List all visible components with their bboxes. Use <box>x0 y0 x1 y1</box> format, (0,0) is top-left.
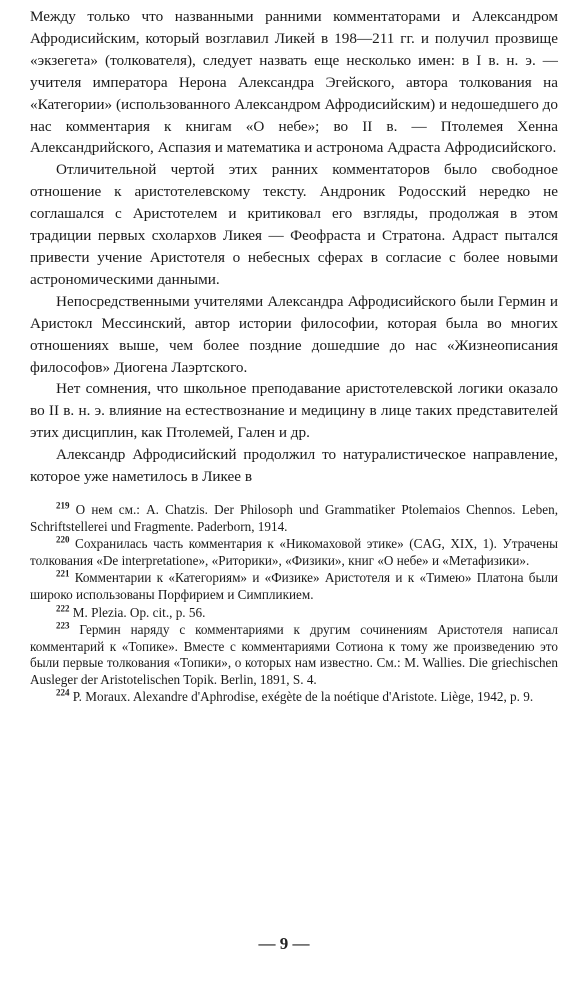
paragraph-3-text: Непосредственными учителями Александра Афродисийского были Гермин и Аристокл Мессинский, автор истории философии, которая была во многих отношениях выше, чем более поздние дошедшие до нас «Жизнеописания философов» Диогена Лаэртского. <box>30 292 558 376</box>
footnote-text: P. Moraux. Alexandre d'Aphrodise, exégète de la noétique d'Aristote. Liège, 1942, p. 9. <box>72 689 534 705</box>
paragraph-5 <box>30 444 558 488</box>
footnote-number: 220 <box>56 534 70 545</box>
page-body <box>30 6 558 707</box>
paragraph-5-text: Александр Афродисийский продолжил то натуралистическое направление, которое уже наметилось в Ликее в <box>30 446 558 486</box>
footnote-text: Гермин наряду с комментариями к другим сочинениям Аристотеля написал комментарий к «Топике». Вместе с комментариями Сотиона к тому же произведению это были первые толкования «Топики», о которых нам известно. См.: M. Wallies. Die griechischen Ausleger der Aristotelischen Topik. Berlin, 1891, S. 4. <box>30 622 558 687</box>
paragraph-4 <box>30 378 558 444</box>
footnote-224 <box>30 689 558 706</box>
paragraph-4-text: Нет сомнения, что школьное преподавание аристотелевской логики оказало во II в. н. э. влияние на естествознание и медицину в лице таких представителей этих дисциплин, как Птолемей, Гален и др. <box>30 380 558 442</box>
footnote-text: M. Plezia. Op. cit., p. 56. <box>72 604 206 620</box>
footnote-text: О нем см.: A. Chatzis. Der Philosoph und Grammatiker Ptolemaios Chennos. Leben, Schriftstellerei und Fragmente. Paderborn, 1914. <box>30 501 558 534</box>
footnote-221 <box>30 570 558 603</box>
footnote-number: 224 <box>56 688 70 699</box>
footnote-219 <box>30 502 558 535</box>
footnote-text: Комментарии к «Категориям» и «Физике» Аристотеля и к «Тимею» Платона были широко использованы Порфирием и Симпликием. <box>30 570 558 602</box>
paragraph-3 <box>30 291 558 379</box>
footnote-222 <box>30 605 558 622</box>
footnote-number: 221 <box>56 568 70 579</box>
paragraph-2 <box>30 159 558 290</box>
paragraph-2-text: Отличительной чертой этих ранних комментаторов было свободное отношение к аристотелевскому тексту. Андроник Родосский нередко не соглашался с Аристотелем и критиковал его взгляды, продолжая в этом традиции первых схолархов Ликея — Феофраста и Стратона. Адраст пытался привести учение Аристотеля о небесных сферах в согласие с более новыми астрономическими данными. <box>30 161 558 288</box>
footnote-number: 219 <box>56 500 70 511</box>
paragraph-1-text: Между только что названными ранними комментаторами и Александром Афродисийским, который возглавил Ликей в 198—211 гг. и получил прозвище «экзегета» (толкователя), следует назвать еще несколько имен: в I в. н. э. — учителя императора Нерона Александра Эгейского, автора толкования на «Категории» (использованного Александром Афродисийским) и недошедшего до нас комментария к книгам «О небе»; во II в. — Птолемея Хенна Александрийского, Аспазия и математика и астронома Адраста Афродисийского. <box>30 8 558 157</box>
paragraph-1 <box>30 6 558 159</box>
footnote-number: 223 <box>56 620 70 631</box>
footnote-number: 222 <box>56 603 70 614</box>
main-text <box>30 6 558 488</box>
page-number: — 9 — <box>258 934 310 953</box>
footnote-223 <box>30 622 558 688</box>
footnote-text: Сохранилась часть комментария к «Никомаховой этике» (CAG, XIX, 1). Утрачены толкования «De interpretatione», «Риторики», «Физики», книг «О небе» и «Метафизики». <box>30 536 558 568</box>
footnote-220 <box>30 536 558 569</box>
footnotes <box>30 502 558 706</box>
